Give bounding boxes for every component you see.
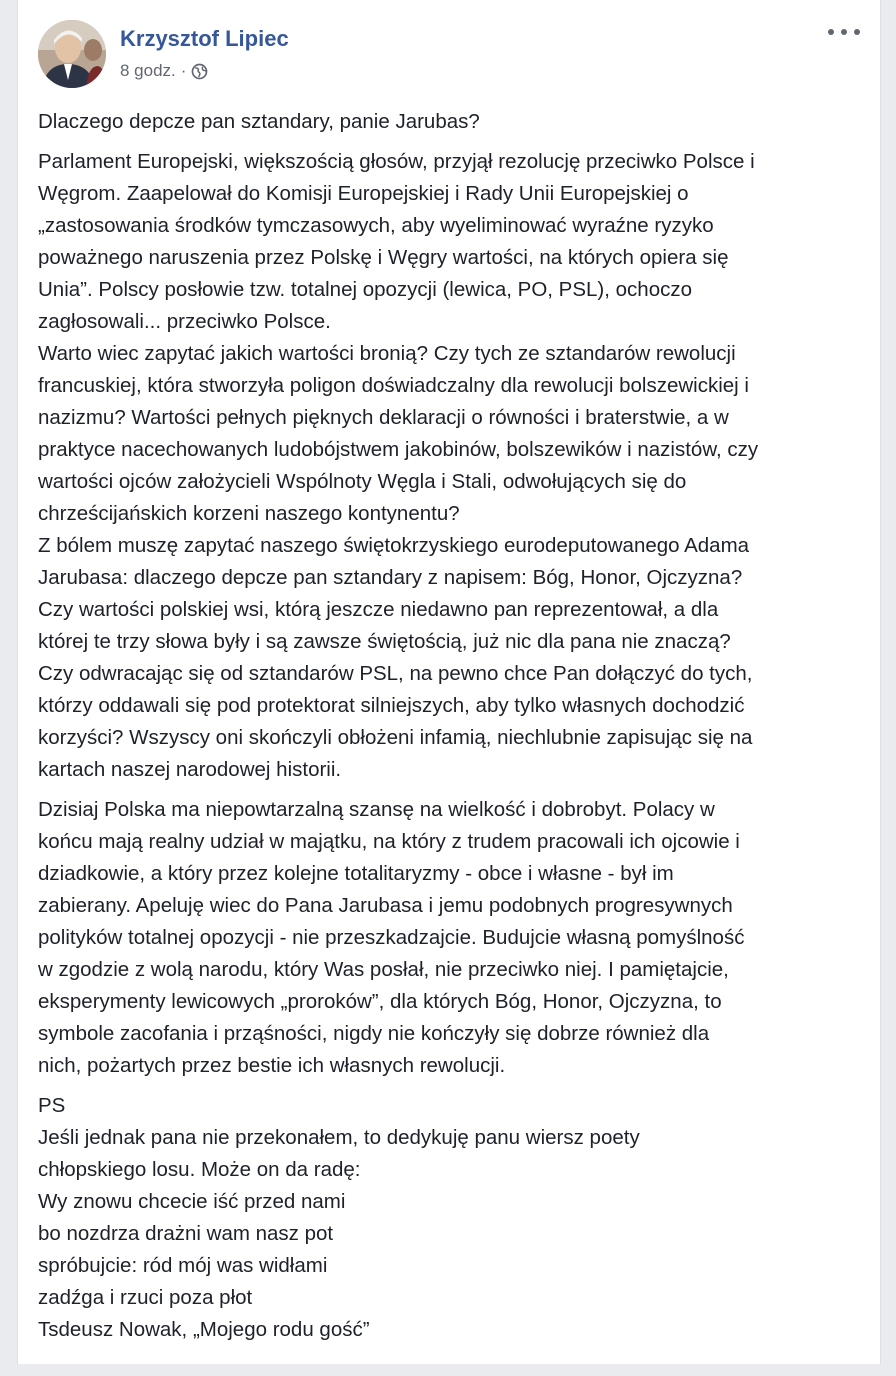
dot (854, 29, 860, 35)
post-meta (120, 61, 208, 81)
post-timestamp[interactable]: 8 godz. (120, 61, 176, 80)
globe-icon[interactable] (191, 63, 208, 80)
post-paragraph: Parlament Europejski, większością głosów, przyjął rezolucję przeciwko Polsce i Węgrom. Zaapelował do Komisji Europejskiej i Rady Unii Europejskiej o „zastosowania środków tymczasowych, aby wyeliminować wyraźne ryzyko poważnego naruszenia przez Polskę i Węgry wartości, na których opiera się Unia”. Polscy posłowie tzw. totalnej opozycji (lewica, PO, PSL), ochoczo zagłosowali... przeciwko Polsce. Warto wiec zapytać jakich wartości bronią? Czy tych ze sztandarów rewolucji francuskiej, która stworzyła poligon doświadczalny dla rewolucji bolszewickiej i nazizmu? Wartości pełnych pięknych deklaracji o równości i braterstwie, a w praktyce nacechowanych ludobójstwem jakobinów, bolszewików i nazistów, czy wartości ojców założycieli Wspólnoty Węgla i Stali, odwołujących się do chrześcijańskich korzeni naszego kontynentu? Z bólem muszę zapytać naszego świętokrzyskiego eurodeputowanego Adama Jarubasa: dlaczego depcze pan sztandary z napisem: Bóg, Honor, Ojczyzna? Czy wartości polskiej wsi, którą jeszcze niedawno pan reprezentował, a dla której te trzy słowa były i są zawsze świętością, już nic dla pana nie znaczą? Czy odwracając się od sztandarów PSL, na pewno chce Pan dołączyć do tych, którzy oddawali się pod protektorat silniejszych, aby tylko własnych dochodzić korzyści? Wszyscy oni skończyli obłożeni infamią, niechlubnie zapisując się na kartach naszej narodowej historii. (38, 150, 759, 781)
meta-separator: · (180, 61, 187, 80)
dot (828, 29, 834, 35)
post-paragraph: Dlaczego depcze pan sztandary, panie Jarubas? (38, 110, 480, 133)
dot (841, 29, 847, 35)
more-options-icon[interactable] (828, 20, 860, 44)
post-card (17, 0, 881, 1364)
post-paragraph: Dzisiaj Polska ma niepowtarzalną szansę na wielkość i dobrobyt. Polacy w końcu mają realny udział w majątku, na który z trudem pracowali ich ojcowie i dziadkowie, a który przez kolejne totalitaryzmy - obce i własne - był im zabierany. Apeluję wiec do Pana Jarubasa i jemu podobnych progresywnych polityków totalnej opozycji - nie przeszkadzajcie. Budujcie własną pomyślność w zgodzie z wolą narodu, który Was posłał, nie przeciwko niej. I pamiętajcie, eksperymenty lewicowych „proroków”, dla których Bóg, Honor, Ojczyzna, to symbole zacofania i prząśności, nigdy nie kończyły się dobrze również dla nich, pożartych przez bestie ich własnych rewolucji. (38, 798, 745, 1077)
post-header (38, 20, 860, 90)
post-paragraph: PS Jeśli jednak pana nie przekonałem, to dedykuję panu wiersz poety chłopskiego losu. Może on da radę: Wy znowu chcecie iść przed nami bo nozdrza drażni wam nasz pot spróbujcie: ród mój was widłami zadźga i rzuci poza płot Tsdeusz Nowak, „Mojego rodu gość” (38, 1094, 640, 1341)
avatar-photo-icon (38, 20, 106, 88)
post-body (38, 106, 868, 1346)
author-name[interactable]: Krzysztof Lipiec (120, 26, 289, 51)
avatar[interactable] (38, 20, 106, 88)
